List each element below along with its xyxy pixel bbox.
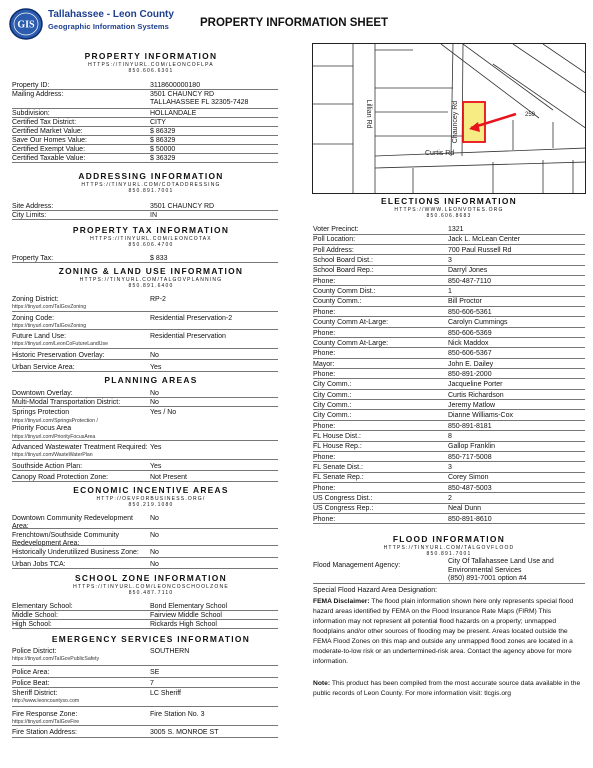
field-value: No xyxy=(150,352,159,359)
field-label: School Board Rep.: xyxy=(313,267,374,275)
row-divider xyxy=(313,513,585,514)
field-label: FL Senate Rep.: xyxy=(313,474,364,482)
section-url-zoning[interactable]: HTTPS://TINYURL.COM/TALGOVPLANNING xyxy=(79,277,223,283)
field-value: John E. Dailey xyxy=(448,360,494,368)
field-value: 850-606-5369 xyxy=(448,329,492,337)
section-title-emergency xyxy=(12,634,290,644)
field-label: US Congress Dist.: xyxy=(313,495,373,503)
org-name: Tallahassee - Leon County xyxy=(48,9,174,20)
field-label: Phone: xyxy=(313,515,336,523)
field-value: 8 xyxy=(448,433,452,440)
section-url-addressing[interactable]: HTTPS://TINYURL.COM/COTADDRESSING xyxy=(81,182,221,188)
field-value: HOLLANDALE xyxy=(150,110,197,117)
field-value: Bond Elementary School xyxy=(150,603,228,610)
section-heading-addressing: ADDRESSING INFORMATION xyxy=(78,171,224,181)
row-divider xyxy=(12,619,278,620)
field-label: Mailing Address: xyxy=(12,91,64,98)
row-divider xyxy=(12,610,278,611)
field-label: Springs Protection xyxy=(12,409,70,416)
field-label: FL House Dist.: xyxy=(313,433,361,440)
flood-zone-label: Special Flood Hazard Area Designation: xyxy=(313,587,438,594)
field-value: Yes xyxy=(150,463,162,470)
row-divider xyxy=(313,492,585,493)
section-heading-zoning: ZONING & LAND USE INFORMATION xyxy=(58,266,244,276)
flood-agency-label: Flood Management Agency: xyxy=(313,562,401,569)
section-url-elections[interactable]: HTTPS://WWW.LEONVOTES.ORG xyxy=(394,207,504,213)
field-value: LC Sheriff xyxy=(150,690,181,697)
field-label: Certified Tax District: xyxy=(12,119,77,126)
field-label: Urban Jobs TCA: xyxy=(12,561,66,568)
fema-disclaimer-heading: FEMA Disclaimer: xyxy=(313,598,370,605)
section-heading-economic: ECONOMIC INCENTIVE AREAS xyxy=(73,485,229,495)
field-label: Historic Preservation Overlay: xyxy=(12,352,105,359)
wastewater-link[interactable]: https://tinyurl.com/WasteWaterPlan xyxy=(12,452,93,458)
row-divider xyxy=(12,677,278,678)
row-divider xyxy=(12,628,278,629)
field-label: Poll Address: xyxy=(313,246,354,254)
section-heading-elections: ELECTIONS INFORMATION xyxy=(380,196,517,206)
field-value: No xyxy=(150,549,159,556)
section-title-addressing xyxy=(12,171,290,194)
field-value: Darryl Jones xyxy=(448,267,488,275)
field-value: 3 xyxy=(448,464,452,472)
springs-link[interactable]: https://tinyurl.com/SpringsProtection / xyxy=(12,418,98,424)
gis-globe-icon xyxy=(8,7,44,41)
field-value: 850-891-8610 xyxy=(448,515,492,523)
field-label: Southside Action Plan: xyxy=(12,463,83,470)
row-divider xyxy=(313,285,585,286)
field-value: Jack L. McLean Center xyxy=(448,236,520,244)
field-value: Not Present xyxy=(150,474,187,481)
source-note xyxy=(313,679,585,699)
field-label: Certified Market Value: xyxy=(12,128,83,135)
field-label: Elementary School: xyxy=(12,603,73,610)
field-label: County Comm.: xyxy=(313,298,362,306)
row-divider xyxy=(313,409,585,410)
field-value: No xyxy=(150,561,159,568)
row-divider xyxy=(12,144,278,145)
row-divider xyxy=(12,108,278,109)
field-label: Phone: xyxy=(313,308,336,316)
field-label: Subdivision: xyxy=(12,110,50,117)
field-value: 850-487-5003 xyxy=(448,484,492,492)
field-label: Future Land Use: xyxy=(12,333,67,340)
field-label: Phone: xyxy=(313,350,336,358)
row-divider xyxy=(313,472,585,473)
road-label-lillian: Lillian Rd xyxy=(365,99,372,129)
field-label: Police Beat: xyxy=(12,680,50,687)
parcel-label-259: 259 xyxy=(525,112,536,118)
field-label: FL House Rep.: xyxy=(313,443,362,451)
field-label: City Limits: xyxy=(12,212,47,219)
field-label: Downtown Community Redevelopment xyxy=(12,515,133,522)
field-link[interactable]: https://tinyurl.com/TalGovZoning xyxy=(12,304,87,310)
row-divider xyxy=(12,406,278,407)
section-heading-school: SCHOOL ZONE INFORMATION xyxy=(75,573,227,583)
section-phone-elections: 850.606.8683 xyxy=(426,213,472,219)
logo-text: GIS xyxy=(17,19,35,31)
property-map[interactable] xyxy=(312,43,586,194)
field-label: Sheriff District: xyxy=(12,690,58,697)
field-value: 3501 CHAUNCY RD xyxy=(150,91,215,98)
row-divider xyxy=(12,440,278,441)
field-label: Site Address: xyxy=(12,203,54,210)
row-divider xyxy=(12,706,278,707)
field-value: 850-891-2000 xyxy=(448,370,492,378)
row-divider xyxy=(313,244,585,245)
field-label: Voter Precinct: xyxy=(313,226,359,233)
field-value: 850-891-8181 xyxy=(448,422,492,430)
row-divider xyxy=(12,359,278,360)
org-logo xyxy=(8,5,188,45)
field-label-cont: Redevelopment Area: xyxy=(12,540,80,547)
row-divider xyxy=(12,311,278,312)
row-divider xyxy=(12,329,278,330)
field-link[interactable]: https://tinyurl.com/TalGovFire xyxy=(12,719,80,725)
field-value: Neal Dunn xyxy=(448,505,482,513)
field-label: Police Area: xyxy=(12,669,50,676)
field-label: County Comm Dist.: xyxy=(313,288,376,296)
row-divider xyxy=(12,117,278,118)
section-heading-tax: PROPERTY TAX INFORMATION xyxy=(72,225,230,235)
road-label-chauncey: Chauncey Rd xyxy=(452,100,459,144)
field-label: City Comm.: xyxy=(313,391,352,399)
field-value: SE xyxy=(150,669,160,676)
field-label: Fire Station Address: xyxy=(12,729,77,736)
section-phone-addressing: 850.891.7001 xyxy=(128,188,174,194)
row-divider xyxy=(12,557,278,558)
field-value: Nick Maddox xyxy=(448,339,489,347)
row-divider xyxy=(12,528,278,529)
row-divider xyxy=(313,441,585,442)
field-value: Yes xyxy=(150,444,162,451)
row-divider xyxy=(12,725,278,726)
field-label: Certified Exempt Value: xyxy=(12,146,86,153)
section-phone-economic: 850.219.1080 xyxy=(128,502,174,508)
field-value: $ 36329 xyxy=(150,155,176,162)
row-divider xyxy=(313,234,585,235)
road-label-curtis: Curtis Rd xyxy=(425,150,455,157)
source-note-text: This product has been compiled from the most accurate source data available in the public records of Leon County. For more information visit: tlcgis.org xyxy=(313,680,581,697)
row-divider xyxy=(313,378,585,379)
field-label: Poll Location: xyxy=(313,236,356,244)
field-label: School Board Dist.: xyxy=(313,257,373,265)
field-value: No xyxy=(150,399,159,406)
source-note-heading: Note: xyxy=(313,680,331,687)
section-title-tax xyxy=(12,225,290,248)
field-value: Fairview Middle School xyxy=(150,612,222,619)
field-value: No xyxy=(150,515,159,522)
field-label: Multi-Modal Transportation District: xyxy=(12,399,121,406)
field-value: Residential Preservation-2 xyxy=(150,315,233,322)
field-label: City Comm.: xyxy=(313,381,352,389)
section-url-tax[interactable]: HTTPS://TINYURL.COM/LEONCOTAX xyxy=(90,236,212,242)
row-divider xyxy=(12,470,278,471)
map-canvas xyxy=(313,44,586,194)
row-divider xyxy=(313,254,585,255)
field-link[interactable]: http://www.leoncountyso.com xyxy=(12,698,80,704)
row-divider xyxy=(12,89,278,90)
field-label: Phone: xyxy=(313,453,336,461)
field-value: 3 xyxy=(448,257,452,265)
fema-disclaimer-text: The flood plain information shown here only represents special flood hazard areas identified by FEMA on the Flood Insurance Rate Maps (FIRM) This information may not represent all potential flood hazards on a property; unmapped floodplains and/or other sources of flooding may be present. Areas located outside the FEMA Flood Zones on this map and outside any unmapped flood zones are located in a moderate-to-low risk or an undertermined-risk area. Contact the agency above for more information. xyxy=(313,598,574,665)
row-divider xyxy=(12,262,278,263)
row-divider xyxy=(313,327,585,328)
row-divider xyxy=(12,687,278,688)
parcel-highlight xyxy=(463,102,485,142)
field-value: Corey Simon xyxy=(448,474,489,482)
field-label: Save Our Homes Value: xyxy=(12,137,87,144)
org-subname: Geographic Information Systems xyxy=(48,22,169,31)
row-divider xyxy=(12,135,278,136)
row-divider xyxy=(12,162,278,163)
row-divider xyxy=(12,545,278,546)
row-divider xyxy=(12,348,278,349)
field-value: SOUTHERN xyxy=(150,648,190,655)
row-divider xyxy=(12,737,278,738)
row-divider xyxy=(313,275,585,276)
priority-focus-label: Priority Focus Area xyxy=(12,425,72,432)
field-value: No xyxy=(150,390,159,397)
field-label: Zoning District: xyxy=(12,296,59,303)
field-label: Certified Taxable Value: xyxy=(12,155,86,162)
field-value: Yes / No xyxy=(150,409,177,416)
field-value: Bill Proctor xyxy=(448,298,482,306)
field-value: Rickards High School xyxy=(150,621,217,628)
row-divider xyxy=(313,347,585,348)
flood-agency-value: City Of Tallahassee Land Use and xyxy=(448,558,554,565)
field-value: Fire Station No. 3 xyxy=(150,711,205,718)
field-value: 700 Paul Russell Rd xyxy=(448,246,512,254)
row-divider xyxy=(313,296,585,297)
row-divider xyxy=(313,451,585,452)
field-label: FL Senate Dist.: xyxy=(313,464,363,472)
section-url-flood[interactable]: HTTPS://TINYURL.COM/TALGOVFLOOD xyxy=(383,545,515,551)
section-title-zoning xyxy=(12,266,290,289)
field-label: County Comm At-Large: xyxy=(313,339,389,347)
row-divider xyxy=(313,358,585,359)
section-title-elections xyxy=(310,196,588,219)
field-value: No xyxy=(150,532,159,539)
field-value: 1321 xyxy=(448,226,464,233)
row-divider xyxy=(12,481,278,482)
section-title-planning xyxy=(12,375,290,385)
field-value: 850-487-7110 xyxy=(448,277,492,285)
field-value: 2 xyxy=(448,495,452,503)
field-value: TALLAHASSEE FL 32305-7428 xyxy=(150,99,249,106)
row-divider xyxy=(12,568,278,569)
page-title: PROPERTY INFORMATION SHEET xyxy=(200,17,389,29)
field-label: Historically Underutilized Business Zone: xyxy=(12,549,139,556)
field-value: 850-606-5367 xyxy=(448,350,492,358)
section-heading-property: PROPERTY INFORMATION xyxy=(84,51,218,61)
field-value: 1 xyxy=(448,288,452,296)
field-value: CITY xyxy=(150,119,166,126)
field-value: 7 xyxy=(150,680,154,687)
section-phone-zoning: 850.891.6400 xyxy=(128,283,174,289)
field-label: Advanced Wastewater Treatment Required: xyxy=(12,444,148,451)
field-value: $ 50000 xyxy=(150,146,176,153)
section-title-economic xyxy=(12,485,290,508)
row-divider xyxy=(313,368,585,369)
field-label: Frenchtown/Southside Community xyxy=(12,532,119,539)
field-value: 850-606-5361 xyxy=(448,308,492,316)
field-value: Curtis Richardson xyxy=(448,391,504,399)
section-url-property[interactable]: HTTPS://TINYURL.COM/LEONCOFLPA xyxy=(88,62,214,68)
row-divider xyxy=(313,583,585,584)
section-heading-planning: PLANNING AREAS xyxy=(104,375,198,385)
field-link[interactable]: https://tinyurl.com/TalGovZoning xyxy=(12,323,87,329)
field-label-cont: Area: xyxy=(12,523,29,530)
row-divider xyxy=(12,459,278,460)
row-divider xyxy=(313,430,585,431)
field-value: 3005 S. MONROE ST xyxy=(150,729,219,736)
section-title-property xyxy=(12,51,290,74)
field-label: Fire Response Zone: xyxy=(12,711,78,718)
field-value: Residential Preservation xyxy=(150,333,226,340)
section-heading-emergency: EMERGENCY SERVICES INFORMATION xyxy=(51,634,251,644)
field-label: Canopy Road Protection Zone: xyxy=(12,474,109,481)
section-phone-tax: 850.606.4700 xyxy=(128,242,174,248)
flood-agency-value: (850) 891-7001 option #4 xyxy=(448,575,527,582)
section-url-economic[interactable]: HTTP://OEVFORBUSINESS.ORG/ xyxy=(96,496,206,502)
row-divider xyxy=(313,399,585,400)
section-heading-flood: FLOOD INFORMATION xyxy=(392,534,506,544)
row-divider xyxy=(12,153,278,154)
field-value: Carolyn Cummings xyxy=(448,319,508,327)
field-value: 850-717-5008 xyxy=(448,453,492,461)
row-divider xyxy=(12,665,278,666)
field-value: $ 86329 xyxy=(150,128,176,135)
section-title-flood xyxy=(310,534,588,557)
field-label: Middle School: xyxy=(12,612,58,619)
row-divider xyxy=(12,210,278,211)
field-value: 3501 CHAUNCY RD xyxy=(150,203,215,210)
row-divider xyxy=(12,126,278,127)
row-divider xyxy=(313,461,585,462)
field-value: IN xyxy=(150,212,157,219)
field-label: Property ID: xyxy=(12,82,50,89)
field-label: County Comm At-Large: xyxy=(313,319,389,327)
field-link[interactable]: https://tinyurl.com/TalGovPublicSafety xyxy=(12,656,100,662)
field-label: Phone: xyxy=(313,422,336,430)
field-value: Jacqueline Porter xyxy=(448,381,503,389)
field-label: Zoning Code: xyxy=(12,315,55,322)
row-divider xyxy=(313,523,585,524)
field-value: Jeremy Matlow xyxy=(448,401,496,409)
field-value: Yes xyxy=(150,364,162,371)
row-divider xyxy=(313,503,585,504)
field-label: Phone: xyxy=(313,370,336,378)
field-label: Urban Service Area: xyxy=(12,364,75,371)
row-divider xyxy=(313,337,585,338)
row-divider xyxy=(313,420,585,421)
section-url-school[interactable]: HTTPS://TINYURL.COM/LEONCOSCHOOLZONE xyxy=(73,584,229,590)
field-value: Gallop Franklin xyxy=(448,443,496,451)
section-phone-property: 850.606.6301 xyxy=(128,68,174,74)
field-value: Dianne Williams-Cox xyxy=(448,412,513,420)
field-label: Police District: xyxy=(12,648,57,655)
field-label: Phone: xyxy=(313,484,336,492)
row-divider xyxy=(12,371,278,372)
field-value: $ 86329 xyxy=(150,137,176,144)
field-label: City Comm.: xyxy=(313,401,352,409)
field-label: US Congress Rep.: xyxy=(313,505,374,513)
field-label: Mayor: xyxy=(313,360,335,368)
section-phone-school: 850.487.7110 xyxy=(128,590,174,596)
field-value: $ 833 xyxy=(150,255,168,262)
field-value: 3118600000180 xyxy=(150,82,201,89)
row-divider xyxy=(12,397,278,398)
row-divider xyxy=(313,265,585,266)
row-divider xyxy=(313,482,585,483)
row-divider xyxy=(12,219,278,220)
row-divider xyxy=(313,389,585,390)
field-label: Phone: xyxy=(313,277,336,285)
field-label: Property Tax: xyxy=(12,255,54,262)
row-divider xyxy=(313,306,585,307)
flood-agency-value: Environmental Services xyxy=(448,566,522,574)
field-value: RP-2 xyxy=(150,296,166,303)
section-title-school xyxy=(12,573,290,596)
field-label: City Comm.: xyxy=(313,412,352,420)
field-label: Downtown Overlay: xyxy=(12,390,73,397)
field-link[interactable]: https://tinyurl.com/LeonCoFutureLandUse xyxy=(12,341,109,347)
priority-focus-link[interactable]: https://tinyurl.com/PriorityFocusArea xyxy=(12,434,96,440)
row-divider xyxy=(313,316,585,317)
field-label: High School: xyxy=(12,621,52,628)
section-phone-flood: 850.891.7001 xyxy=(426,551,472,557)
fema-disclaimer xyxy=(313,597,585,667)
field-label: Phone: xyxy=(313,329,336,337)
